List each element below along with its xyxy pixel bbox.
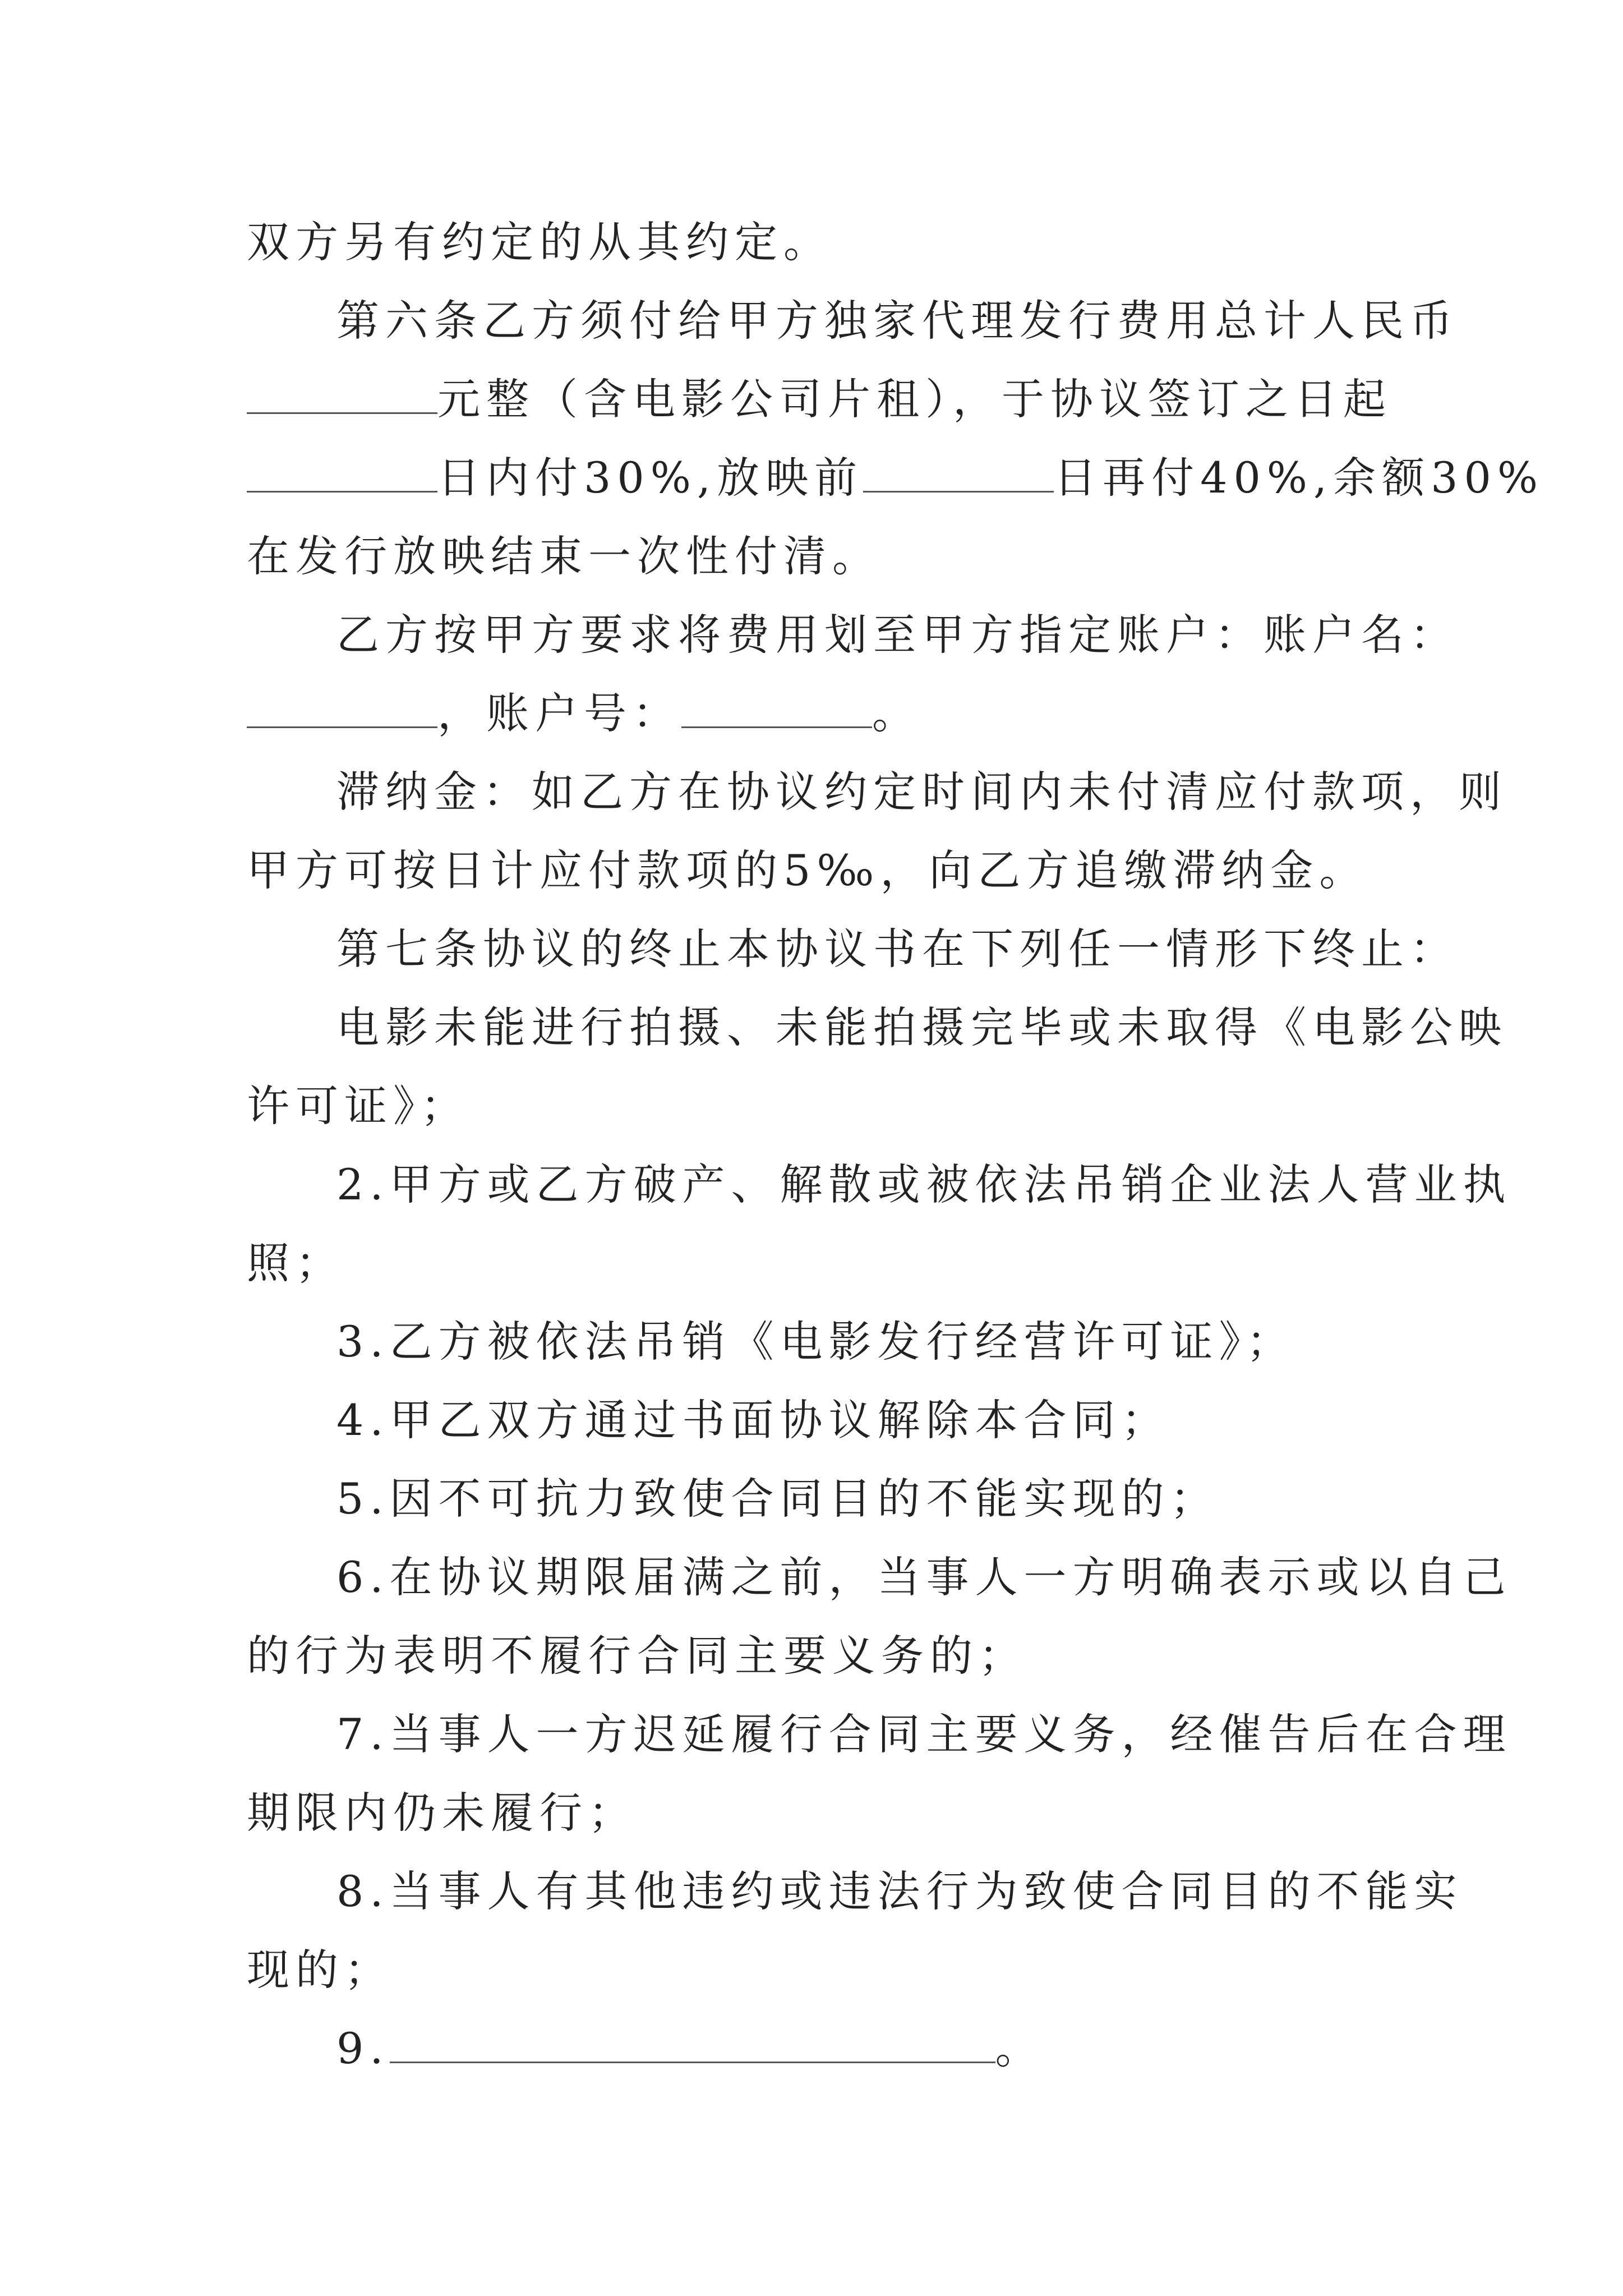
- list-item: 3.乙方被依法吊销《电影发行经营许可证》；: [336, 1317, 1295, 1366]
- list-item: 5.因不可抗力致使合同目的不能实现的；: [336, 1474, 1219, 1524]
- list-item: 2.甲方或乙方破产、解散或被依法吊销企业法人营业执: [336, 1159, 1512, 1209]
- amount-blank: [247, 379, 437, 414]
- article-six-heading: 第六条乙方须付给甲方独家代理发行费用总计人民币: [336, 296, 1459, 346]
- account-name-blank: [247, 693, 437, 728]
- list-item: 电影未能进行拍摄、未能拍摄完毕或未取得《电影公映: [336, 1002, 1507, 1052]
- text-line: 乙方按甲方要求将费用划至甲方指定账户：账户名：: [336, 610, 1459, 660]
- days-blank: [247, 457, 437, 493]
- text-line: 元整（含电影公司片租），于协议签订之日起: [247, 371, 1392, 427]
- text-line: 许可证》；: [247, 1081, 469, 1131]
- account-number-blank: [681, 693, 872, 728]
- article-seven-heading: 第七条协议的终止本协议书在下列任一情形下终止：: [336, 924, 1459, 974]
- text-line: 在发行放映结束一次性付清。: [247, 531, 881, 581]
- text-line: 日内付30%,放映前 日再付40%,余额30%: [247, 450, 1544, 506]
- list-item: 8.当事人有其他违约或违法行为致使合同目的不能实: [336, 1866, 1463, 1916]
- list-item: 9. 。: [336, 2023, 1044, 2073]
- item-nine-blank: [390, 2028, 995, 2063]
- text-line: 现的；: [247, 1945, 393, 1995]
- text-line: 甲方可按日计应付款项的5‰，向乙方追缴滞纳金。: [247, 845, 1368, 895]
- text-line: 期限内仍未履行；: [247, 1788, 637, 1838]
- text-line: 的行为表明不履行合同主要义务的；: [247, 1631, 1027, 1681]
- list-item: 6.在协议期限届满之前，当事人一方明确表示或以自己: [336, 1552, 1512, 1602]
- text-line: 双方另有约定的从其约定。: [247, 217, 832, 267]
- list-item: 4.甲乙双方通过书面协议解除本合同；: [336, 1395, 1170, 1445]
- list-item: 7.当事人一方迟延履行合同主要义务，经催告后在合理: [336, 1709, 1512, 1759]
- pre-screening-days-blank: [863, 457, 1054, 493]
- text-line: ，账户号： 。: [247, 685, 921, 742]
- text-line: 滞纳金：如乙方在协议约定时间内未付清应付款项，则: [336, 767, 1507, 817]
- text-line: 照；: [247, 1238, 344, 1288]
